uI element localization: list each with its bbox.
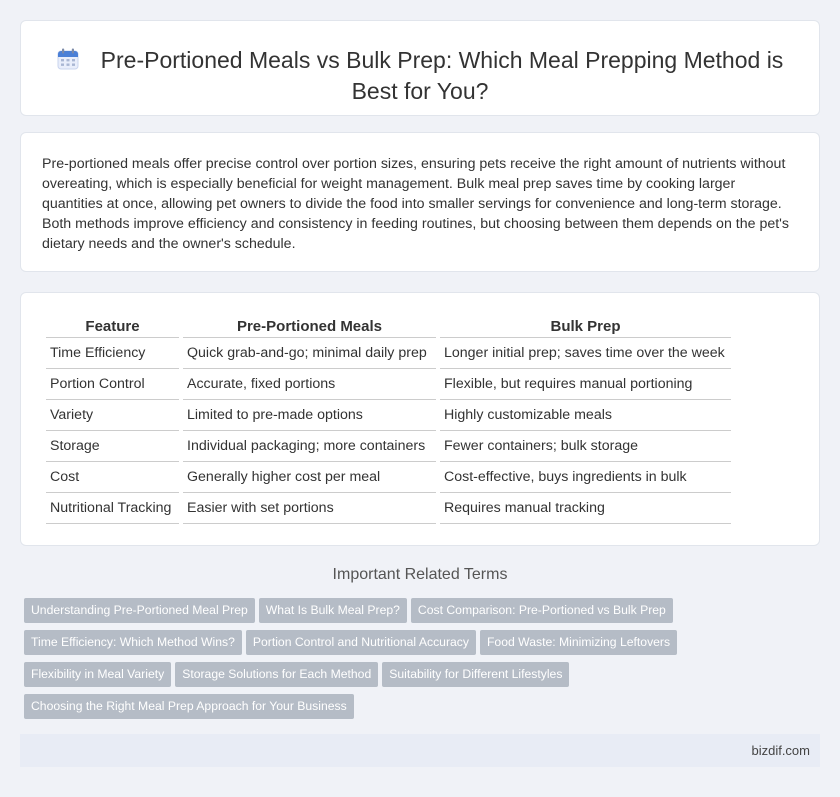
table-row bbox=[46, 431, 731, 462]
column-header: Feature bbox=[46, 314, 179, 338]
related-terms-row bbox=[24, 598, 724, 630]
table-cell: Accurate, fixed portions bbox=[183, 369, 436, 400]
related-terms-list bbox=[24, 598, 724, 726]
table-cell: Generally higher cost per meal bbox=[183, 462, 436, 493]
table-row bbox=[46, 338, 731, 369]
table-cell: Individual packaging; more containers bbox=[183, 431, 436, 462]
comparison-card bbox=[20, 292, 820, 546]
page-title-wrap bbox=[21, 45, 819, 107]
related-term-tag[interactable]: Storage Solutions for Each Method bbox=[175, 662, 378, 687]
column-header: Bulk Prep bbox=[440, 314, 731, 338]
related-term-tag[interactable]: Flexibility in Meal Variety bbox=[24, 662, 171, 687]
table-row bbox=[46, 462, 731, 493]
table-row bbox=[46, 493, 731, 524]
footer bbox=[20, 734, 820, 767]
table-cell: Longer initial prep; saves time over the week bbox=[440, 338, 731, 369]
table-cell: Cost bbox=[46, 462, 179, 493]
related-term-tag[interactable]: Portion Control and Nutritional Accuracy bbox=[246, 630, 476, 655]
table-cell: Time Efficiency bbox=[46, 338, 179, 369]
related-terms-row bbox=[24, 630, 724, 662]
intro-paragraph: Pre-portioned meals offer precise control over portion sizes, ensuring pets receive the right amount of nutrients without overeating, which is especially beneficial for weight management. Bulk meal prep saves time by cooking larger quantities at once, allowing pet owners to divide the food into smaller servings for convenience and long-term storage. Both methods improve efficiency and consistency in feeding routines, but choosing between them depends on the pet's dietary needs and the owner's schedule. bbox=[42, 156, 789, 252]
table-cell: Portion Control bbox=[46, 369, 179, 400]
table-cell: Quick grab-and-go; minimal daily prep bbox=[183, 338, 436, 369]
page-title: Pre-Portioned Meals vs Bulk Prep: Which Meal Prepping Method is Best for You? bbox=[100, 47, 784, 104]
header-card bbox=[20, 20, 820, 116]
footer-site-link[interactable]: bizdif.com bbox=[751, 743, 810, 758]
related-terms-row bbox=[24, 662, 724, 694]
related-term-tag[interactable]: Food Waste: Minimizing Leftovers bbox=[480, 630, 677, 655]
related-term-tag[interactable]: Suitability for Different Lifestyles bbox=[382, 662, 569, 687]
related-term-tag[interactable]: Choosing the Right Meal Prep Approach for Your Business bbox=[24, 694, 354, 719]
comparison-table bbox=[42, 314, 735, 524]
related-terms-row bbox=[24, 694, 724, 726]
table-cell: Easier with set portions bbox=[183, 493, 436, 524]
table-cell: Fewer containers; bulk storage bbox=[440, 431, 731, 462]
table-cell: Highly customizable meals bbox=[440, 400, 731, 431]
intro-card bbox=[20, 132, 820, 272]
related-term-tag[interactable]: What Is Bulk Meal Prep? bbox=[259, 598, 407, 623]
related-term-tag[interactable]: Time Efficiency: Which Method Wins? bbox=[24, 630, 242, 655]
table-cell: Variety bbox=[46, 400, 179, 431]
table-row bbox=[46, 400, 731, 431]
table-cell: Flexible, but requires manual portioning bbox=[440, 369, 731, 400]
column-header: Pre-Portioned Meals bbox=[183, 314, 436, 338]
related-term-tag[interactable]: Cost Comparison: Pre-Portioned vs Bulk Prep bbox=[411, 598, 673, 623]
table-cell: Cost-effective, buys ingredients in bulk bbox=[440, 462, 731, 493]
table-cell: Storage bbox=[46, 431, 179, 462]
table-cell: Limited to pre-made options bbox=[183, 400, 436, 431]
table-cell: Requires manual tracking bbox=[440, 493, 731, 524]
table-row bbox=[46, 369, 731, 400]
related-terms-heading: Important Related Terms bbox=[332, 566, 508, 583]
table-header-row bbox=[46, 314, 731, 338]
table-cell: Nutritional Tracking bbox=[46, 493, 179, 524]
related-term-tag[interactable]: Understanding Pre-Portioned Meal Prep bbox=[24, 598, 255, 623]
calendar-icon bbox=[57, 48, 79, 70]
